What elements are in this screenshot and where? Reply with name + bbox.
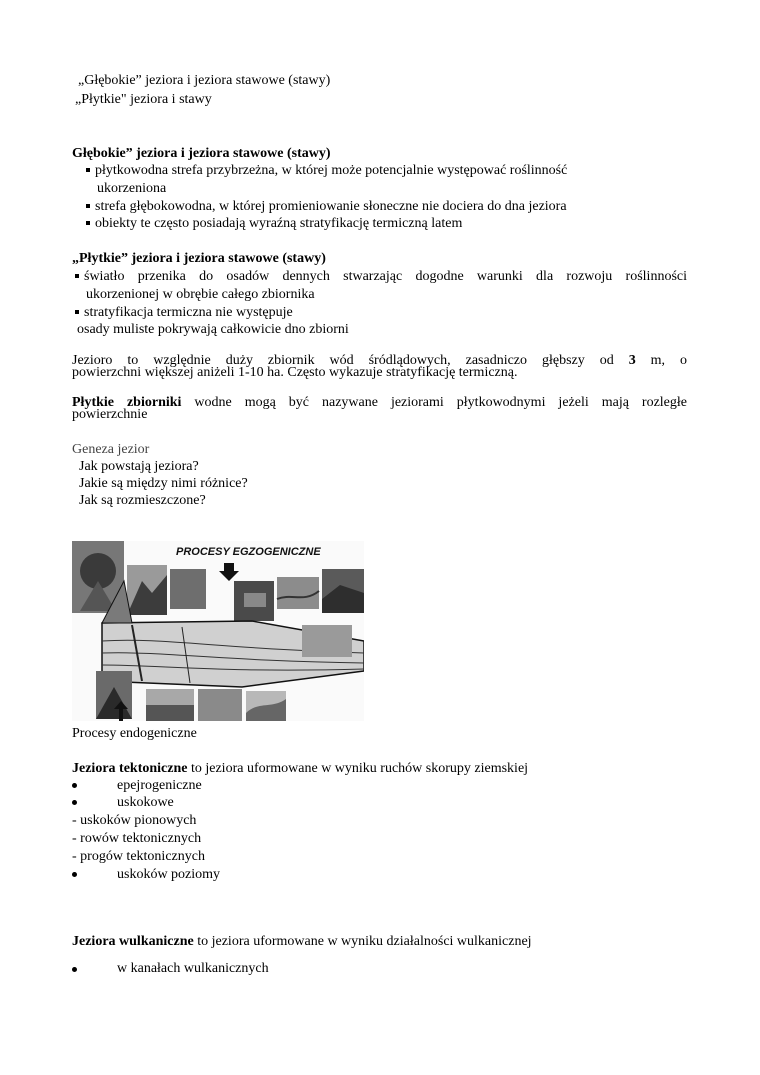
list-item: uskoków poziomy — [117, 867, 221, 882]
photo-dunes — [302, 625, 352, 657]
question-item: Jakie są między nimi różnice? — [79, 476, 248, 491]
list-item: światło przenika do osadów dennych stwarzając dogodne warunki dla rozwoju roślinności — [75, 268, 687, 285]
section-heading-shallow: „Płytkie” jeziora i jeziora stawowe (stawy) — [72, 251, 326, 266]
bullet-dot-icon — [72, 800, 77, 805]
list-item: - progów tektonicznych — [72, 849, 205, 864]
question-item: Jak są rozmieszczone? — [79, 493, 206, 508]
landscape-diagram — [72, 541, 364, 721]
paragraph-line: powierzchnie — [72, 407, 148, 422]
photo-storm — [170, 569, 206, 609]
list-item-continuation: ukorzenionej w obrębie całego zbiornika — [86, 287, 315, 302]
section-heading-deep: Głębokie” jeziora i jeziora stawowe (stawy) — [72, 146, 331, 161]
paragraph-volcanic: Jeziora wulkaniczne to jeziora uformowane w wyniku działalności wulkanicznej — [72, 934, 532, 949]
exogenic-processes-figure — [72, 541, 364, 721]
square-bullet-icon — [75, 310, 79, 314]
photo-forest — [198, 689, 242, 721]
square-bullet-icon — [86, 168, 90, 172]
toc-item-shallow: „Płytkie" jeziora i stawy — [75, 92, 212, 107]
paragraph-line: Jezioro to względnie duży zbiornik wód śródlądowych, zasadniczo głębszy od 3 m, o — [72, 353, 688, 368]
paragraph-line: powierzchni większej aniżeli 1-10 ha. Często wykazuje stratyfikację termiczną. — [72, 365, 518, 380]
paragraph-tectonic: Jeziora tektoniczne to jeziora uformowane w wyniku ruchów skorupy ziemskiej — [72, 761, 529, 776]
list-item: epejrogeniczne — [117, 778, 202, 793]
figure-label: PROCESY EGZOGENICZNE — [176, 546, 321, 558]
list-item: obiekty te często posiadają wyraźną stratyfikację termiczną latem — [86, 215, 462, 232]
paragraph-line: Płytkie zbiorniki wodne mogą być nazywane jeziorami płytkowodnymi jeżeli mają rozległe — [72, 395, 687, 410]
square-bullet-icon — [75, 274, 79, 278]
genesis-title: Geneza jezior — [72, 442, 150, 457]
list-item: płytkowodna strefa przybrzeżna, w której może potencjalnie występować roślinność — [86, 162, 567, 179]
list-item-continuation: ukorzeniona — [97, 181, 167, 196]
list-item: strefa głębokowodna, w której promieniowanie słoneczne nie dociera do dna jeziora — [86, 198, 567, 215]
bullet-dot-icon — [72, 967, 77, 972]
list-item: uskokowe — [117, 795, 174, 810]
toc-item-deep: „Głębokie” jeziora i jeziora stawowe (stawy) — [78, 73, 331, 88]
list-item: stratyfikacja termiczna nie występuje — [75, 304, 293, 321]
square-bullet-icon — [86, 221, 90, 225]
figure-caption: Procesy endogeniczne — [72, 726, 197, 741]
list-item: w kanałach wulkanicznych — [117, 961, 269, 976]
question-item: Jak powstają jeziora? — [79, 459, 199, 474]
photo-river — [277, 577, 319, 609]
list-item: - uskoków pionowych — [72, 813, 197, 828]
bullet-dot-icon — [72, 872, 77, 877]
text-line: osady muliste pokrywają całkowicie dno zbiorni — [77, 322, 349, 337]
list-item: - rowów tektonicznych — [72, 831, 202, 846]
square-bullet-icon — [86, 204, 90, 208]
bullet-dot-icon — [72, 783, 77, 788]
